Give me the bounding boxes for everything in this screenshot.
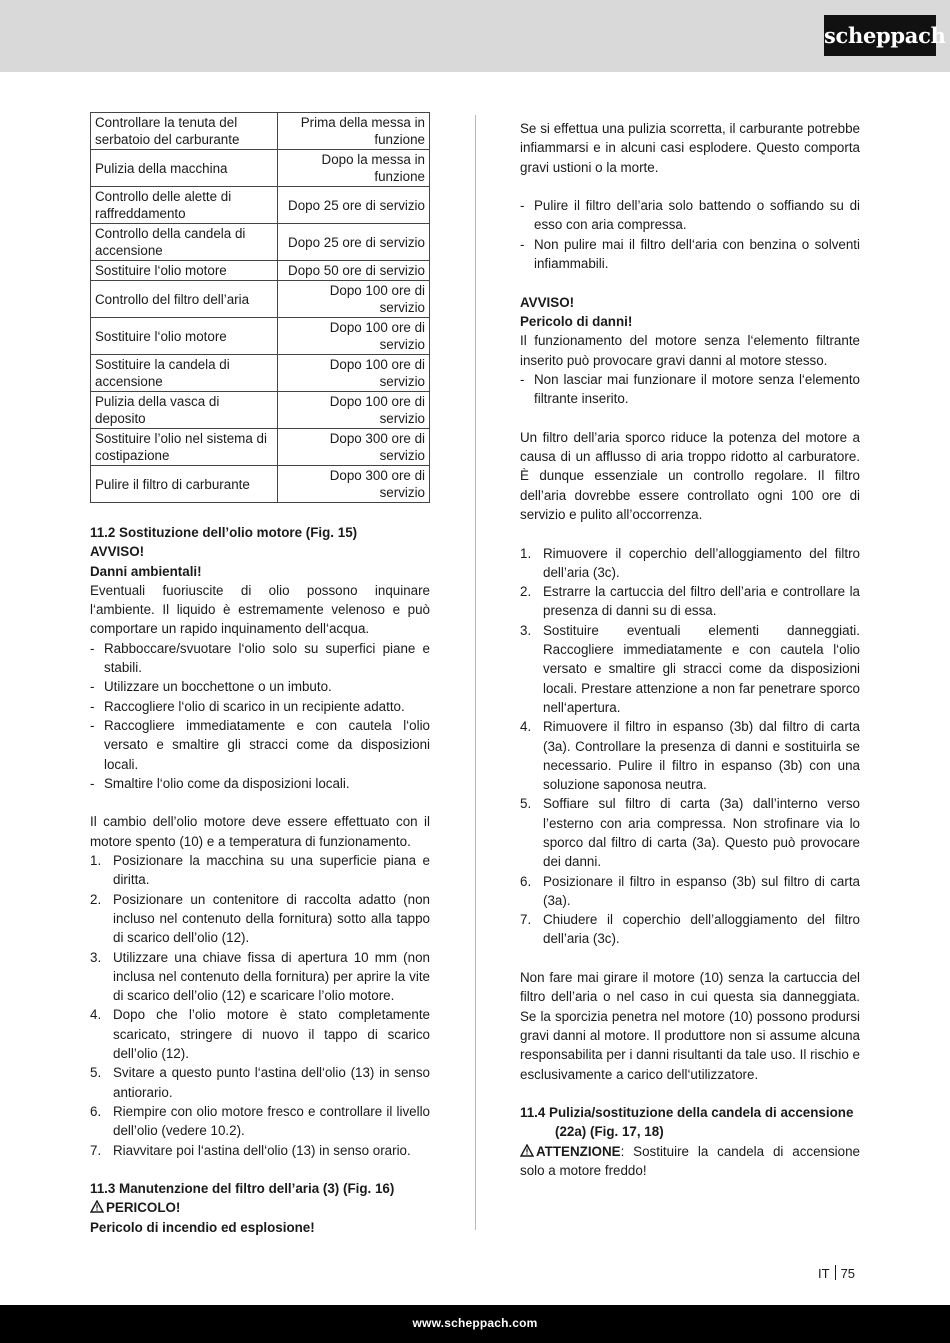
section-heading: 11.2 Sostituzione dell’olio motore (Fig. 15) <box>90 525 358 540</box>
table-row <box>91 318 430 355</box>
section-11-4 <box>520 1103 860 1180</box>
maintenance-interval: Prima della messa in funzione <box>278 113 430 150</box>
step-text: Posizionare un contenitore di raccolta adatto (non incluso nel contenuto della fornitura) sotto alla tappo di scarico dell’olio (12). <box>113 891 430 946</box>
footer-url: www.scheppach.com <box>412 1316 538 1330</box>
maintenance-interval: Dopo 300 ore di servizio <box>278 429 430 466</box>
step-item <box>90 1005 430 1063</box>
maintenance-action: Sostituire l’olio nel sistema di costipazione <box>91 429 278 466</box>
step-item <box>90 1141 430 1160</box>
notice-label: AVVISO! <box>520 294 575 310</box>
step-number: 6. <box>520 873 532 889</box>
step-item <box>90 890 430 948</box>
step-text: Utilizzare una chiave fissa di apertura 10 mm (non inclusa nel contenuto della fornitura) per aprire la vite di scarico dell’olio (12) e scaricare l’olio motore. <box>113 949 430 1004</box>
table-row <box>91 392 430 429</box>
table-row <box>91 187 430 224</box>
language-code: IT <box>818 1266 830 1281</box>
step-item <box>520 717 860 794</box>
maintenance-table <box>90 112 430 503</box>
table-row <box>91 224 430 261</box>
danger-title: Pericolo di incendio ed esplosione! <box>90 1219 315 1235</box>
step-number: 5. <box>90 1065 102 1081</box>
step-text: Posizionare il filtro in espanso (3b) sul filtro di carta (3a). <box>543 873 860 908</box>
caution-paragraph <box>520 1142 860 1181</box>
maintenance-interval: Dopo 100 ore di servizio <box>278 281 430 318</box>
list-item: - Utilizzare un bocchettone o un imbuto. <box>90 677 430 696</box>
table-row <box>91 261 430 281</box>
list-item: - Smaltire l‘olio come da disposizioni locali. <box>90 774 430 793</box>
header-bar <box>0 0 950 72</box>
footer-bar <box>0 1305 950 1343</box>
maintenance-interval: Dopo 100 ore di servizio <box>278 392 430 429</box>
steps-list <box>520 544 860 949</box>
maintenance-action: Controllo della candela di accensione <box>91 224 278 261</box>
section-heading: 11.3 Manutenzione del filtro dell’aria (3) (Fig. 16) <box>90 1181 395 1197</box>
step-item <box>520 582 860 621</box>
table-row <box>91 429 430 466</box>
step-item <box>520 910 860 949</box>
warning-triangle-icon <box>90 1200 104 1213</box>
step-number: 3. <box>520 622 532 638</box>
step-text: Chiudere il coperchio dell’alloggiamento del filtro dell’aria (3c). <box>543 912 860 947</box>
table-row <box>91 466 430 503</box>
step-text: Riempire con olio motore fresco e controllare il livello dell’olio (vedere 10.2). <box>113 1103 430 1139</box>
paragraph: Il cambio dell’olio motore deve essere effettuato con il motore spento (10) e a temperatura di funzionamento. <box>90 814 430 849</box>
notice-title: Danni ambientali! <box>90 563 202 579</box>
step-number: 3. <box>90 949 102 965</box>
maintenance-action: Pulire il filtro di carburante <box>91 466 278 503</box>
step-number: 2. <box>520 584 532 600</box>
step-text: Sostituire eventuali elementi danneggiati. Raccogliere immediatamente e con cautela l‘olio versato e smaltire gli stracci come da disposizioni locali. Prestare attenzione a non far penetrare sporco nell‘apertura. <box>543 622 860 715</box>
column-divider <box>475 115 476 1230</box>
maintenance-interval: Dopo 100 ore di servizio <box>278 355 430 392</box>
step-text: Soffiare sul filtro di carta (3a) dall’interno verso l’esterno con aria compressa. Non strofinare via lo sporco dal filtro di carta (3a). Questo può provocare dei danni. <box>543 796 860 870</box>
maintenance-interval: Dopo 100 ore di servizio <box>278 318 430 355</box>
maintenance-interval: Dopo 25 ore di servizio <box>278 224 430 261</box>
step-text: Dopo che l’olio motore è stato completamente scaricato, stringere di nuovo il tappo di scarico dell’olio (12). <box>113 1007 430 1062</box>
table-row <box>91 281 430 318</box>
step-item <box>520 794 860 871</box>
intro-paragraph: Eventuali fuoriuscite di olio possono inquinare l‘ambiente. Il liquido è estremamente velenoso e può comportare un rapido inquinamento dell‘acqua. <box>90 582 430 637</box>
notice-text: Il funzionamento del motore senza l‘elemento filtrante inserito può provocare gravi danni al motore stesso. <box>520 333 860 368</box>
maintenance-action: Sostituire la candela di accensione <box>91 355 278 392</box>
maintenance-action: Pulizia della macchina <box>91 150 278 187</box>
step-text: Estrarre la cartuccia del filtro dell’aria e controllare la presenza di danni su di essa. <box>543 584 860 619</box>
list-item: - Non pulire mai il filtro dell‘aria con benzina o solventi infiammabili. <box>520 235 860 274</box>
step-number: 5. <box>520 796 532 812</box>
list-item: - Raccogliere immediatamente e con cautela l‘olio versato e smaltire gli stracci come da disposizioni locali. <box>90 716 430 774</box>
step-item <box>520 621 860 717</box>
steps-list <box>90 851 430 1160</box>
maintenance-interval: Dopo la messa in funzione <box>278 150 430 187</box>
bullet-list <box>90 639 430 793</box>
notice-label: AVVISO! <box>90 544 145 560</box>
section-11-2 <box>90 523 430 1179</box>
step-number: 4. <box>520 719 532 735</box>
notice-title: Pericolo di danni! <box>520 313 633 329</box>
list-item: - Non lasciar mai funzionare il motore senza l‘elemento filtrante inserito. <box>520 370 860 409</box>
maintenance-action: Controllo delle alette di raffreddamento <box>91 187 278 224</box>
step-item <box>90 1102 430 1141</box>
step-text: Riavvitare poi l‘astina dell‘olio (13) in senso orario. <box>113 1142 411 1158</box>
step-number: 2. <box>90 891 102 907</box>
right-column <box>520 119 860 1180</box>
step-text: Rimuovere il filtro in espanso (3b) dal filtro di carta (3a). Controllare la presenza di danni e sostituirla se necessario. Pulire il filtro in espanso (3b) con una soluzione saponosa neutra. <box>543 719 860 793</box>
list-item: - Rabboccare/svuotare l‘olio solo su superfici piane e stabili. <box>90 639 430 678</box>
caution-label: ATTENZIONE <box>536 1143 621 1159</box>
page-number <box>818 1264 855 1283</box>
maintenance-action: Sostituire l‘olio motore <box>91 318 278 355</box>
step-number: 4. <box>90 1007 102 1023</box>
section-11-3-start <box>90 1179 430 1237</box>
list-item: - Raccogliere l‘olio di scarico in un recipiente adatto. <box>90 697 430 716</box>
step-number: 1. <box>90 853 102 869</box>
step-number: 7. <box>90 1142 102 1158</box>
notice-bullet-list <box>520 370 860 409</box>
step-item <box>520 872 860 911</box>
maintenance-interval: Dopo 300 ore di servizio <box>278 466 430 503</box>
paragraph: Non fare mai girare il motore (10) senza la cartuccia del filtro dell’aria o nel caso in cui questa sia danneggiata. Se la sporcizia penetra nel motore (10) possono prodursi gravi danni al motore. Il produttore non si assume alcuna responsabilita per i danni risultanti da tale uso. Il rischio e esclusivamente a carico dell‘utilizzatore. <box>520 970 860 1082</box>
list-item: - Pulire il filtro dell’aria solo battendo o soffiando su di esso con aria compressa. <box>520 196 860 235</box>
step-number: 7. <box>520 912 532 928</box>
maintenance-action: Controllare la tenuta del serbatoio del carburante <box>91 113 278 150</box>
caution-text: : Sostituire la candela di accensione solo a motore freddo! <box>520 1143 860 1179</box>
section-heading: 11.4 Pulizia/sostituzione della candela di accensione (22a) (Fig. 17, 18) <box>520 1105 854 1140</box>
step-item <box>520 544 860 583</box>
left-column <box>90 112 430 1237</box>
page-number-value: 75 <box>840 1266 856 1281</box>
paragraph: Un filtro dell’aria sporco riduce la potenza del motore a causa di un afflusso di aria troppo ridotto al carburatore. È dunque essenziale un controllo regolare. Il filtro dell’aria dovrebbe essere controllato ogni 100 ore di servizio e pulito all’occorrenza. <box>520 429 860 522</box>
table-row <box>91 355 430 392</box>
step-text: Svitare a questo punto l‘astina dell‘olio (13) in senso antiorario. <box>113 1065 430 1100</box>
table-row <box>91 113 430 150</box>
step-text: Posizionare la macchina su una superficie piana e diritta. <box>113 853 430 888</box>
maintenance-interval: Dopo 50 ore di servizio <box>278 261 430 281</box>
maintenance-action: Pulizia della vasca di deposito <box>91 392 278 429</box>
section-11-3-continued <box>520 119 860 1103</box>
maintenance-action: Controllo del filtro dell’aria <box>91 281 278 318</box>
step-text: Rimuovere il coperchio dell’alloggiamento del filtro dell’aria (3c). <box>543 545 860 580</box>
step-number: 6. <box>90 1103 102 1119</box>
brand-logo: scheppach <box>824 15 936 56</box>
maintenance-interval: Dopo 25 ore di servizio <box>278 187 430 224</box>
step-item <box>90 948 430 1006</box>
danger-label: PERICOLO! <box>90 1198 430 1217</box>
intro-paragraph: Se si effettua una pulizia scorretta, il carburante potrebbe infiammarsi e in alcuni casi esplodere. Questo comporta gravi ustioni o la morte. <box>520 121 860 175</box>
step-item <box>90 851 430 890</box>
warning-triangle-icon <box>520 1144 534 1157</box>
step-item <box>90 1063 430 1102</box>
bullet-list <box>520 196 860 273</box>
table-row <box>91 150 430 187</box>
maintenance-action: Sostituire l‘olio motore <box>91 261 278 281</box>
step-number: 1. <box>520 545 532 561</box>
